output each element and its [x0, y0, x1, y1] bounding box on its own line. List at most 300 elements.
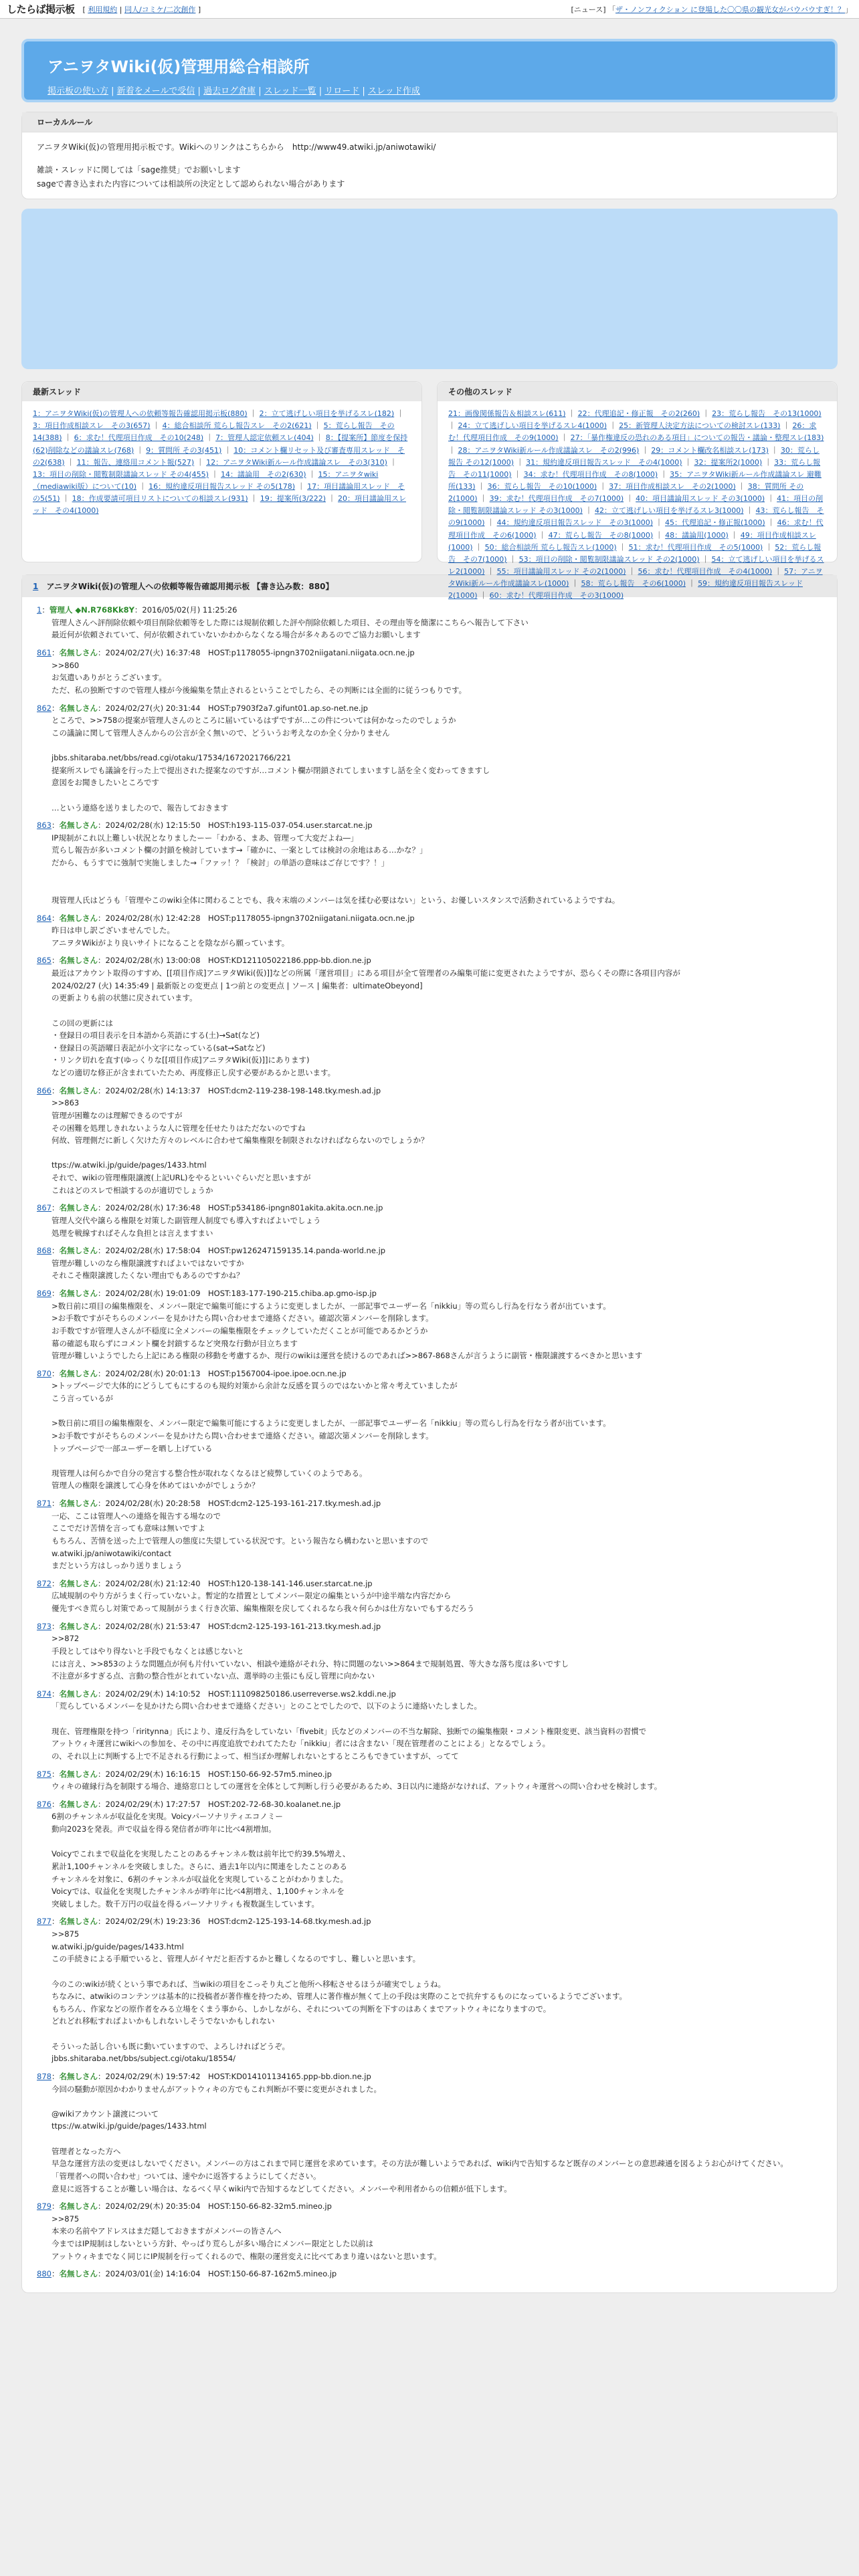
separator: ｜: [686, 579, 698, 588]
post: [37, 1245, 822, 1282]
other-threads-list: [438, 401, 837, 601]
thread-list-item[interactable]: 54：立て逃げしい項目を挙げるスレ2(1000): [448, 554, 824, 576]
thread-list-item[interactable]: 37：項目作成相談スレ その2(1000): [609, 482, 736, 492]
post-body: >数日前に項目の編集権限を、メンバー限定で編集可能にするように変更しましたが、一部記事でユーザー名「nikkiu」等の荒らし行為を行なう者が出ています。 >お手数ですがそちらのメンバーを見かけたら問い合わせまで連絡ください。確認次第メンバーを削除します。 お手数ですが管理人さんが不穏度に全メンバーの編集権限をチェックしていただくことが可能であるかどうか 幕の確認も取らずにコメント欄を封鎖するなど突飛な行動が目立ちます 管理が難しいようでしたら上記にある権限の移動を考慮するか、現行のwikiは運営を続けるのであれば>>867-868さんが言うように副管・権限譲渡するべきかと思います: [52, 1301, 643, 1361]
post-header: [37, 819, 822, 832]
thread-list-item[interactable]: 45：代理追記・修正報(1000): [665, 518, 765, 528]
thread-list-item[interactable]: 26：求む！代理項目作成 その9(1000): [448, 421, 817, 443]
nav-thread-list[interactable]: スレッド一覧: [264, 86, 316, 96]
thread-list-item[interactable]: 24：立て逃げしい項目を挙げるスレ4(1000): [458, 421, 607, 431]
thread-list-item[interactable]: 44：規約違反項目報告スレッド その3(1000): [496, 518, 654, 528]
page-wrapper: [21, 19, 838, 2293]
post: [37, 819, 822, 906]
post-body: 一応、ここは管理人への連絡を報告する場なので ここでだけ苦情を言っても意味は無いですよ もちろん、苦情を送った上で管理人の態度に失望している状況です。という報告なら構わないと思いますので w.atwiki.jp/aniwotawiki/contact まだという方はしっかり送りましょう: [52, 1511, 429, 1571]
post-header: [37, 1768, 822, 1781]
local-rule-line: 雑談・スレッドに関しては「sage推奨」でお願いします: [37, 165, 241, 175]
thread-list-item[interactable]: 46：求む！代理項目作成 その6(1000): [448, 518, 824, 540]
board-nav: 掲示板の使い方 | 新着をメールで受信 | 過去ログ倉庫 | スレッド一覧 | リロード | スレッド作成: [47, 86, 420, 96]
thread-list-item[interactable]: 7：管理人認定依頼スレ(404): [215, 433, 314, 443]
separator: ｜: [772, 567, 785, 576]
thread-list-item[interactable]: 19：提案所(3/222): [260, 494, 326, 504]
news-link[interactable]: ザ・ノンフィクション に登場した〇〇県の観光女がバウバウすぎ！？: [615, 5, 845, 14]
nav-mail[interactable]: 新着をメールで受信: [116, 86, 195, 96]
thread-list-item[interactable]: 16：規約違反項目報告スレッド その5(178): [149, 482, 296, 492]
thread-box: [21, 574, 838, 2293]
post-number[interactable]: 878: [37, 2071, 52, 2081]
separator: ｜: [565, 409, 578, 419]
post-body: 今回の騒動が原因かわかりませんがアットウィキの方でもこれ判断が不要に変更がされました。 @wikiアカウント譲渡について ttps://w.atwiki.jp/guide/pages/1433.html 管理者となった方へ 早急な運営方法の変更はしないでください。メンバーの方はこれまで同じ運営を求めています。その方法が難しいようであれば、wiki内で告知するなど既存のメンバーとの意思疎通を図るようお心がけてください。 「管理者への問い合わせ」ついては、速やかに返答するようにしてください。 意見に返答することが難しい場合は、なるべく早くwiki内で告知するなどしてください。メンバーや利用者からの信頼が低下します。: [52, 2084, 788, 2193]
post-separator: ：: [51, 1799, 60, 1809]
post-separator: ：: [51, 1917, 60, 1927]
post-number[interactable]: 865: [37, 956, 52, 966]
post-meta: ：2024/02/29(木) 20:35:04 HOST:150-66-82-32m5.mineo.jp: [97, 2202, 332, 2212]
post-meta: ：2024/02/28(水) 17:58:04 HOST:pw126247159135.14.panda-world.ne.jp: [97, 1246, 386, 1256]
separator: ｜: [221, 445, 234, 455]
separator: ｜: [511, 469, 524, 479]
post-header: [37, 1085, 822, 1097]
post-separator: ：: [51, 1621, 60, 1631]
post-number[interactable]: 880: [37, 2269, 52, 2279]
post: [37, 1202, 822, 1239]
category-link[interactable]: 同人/コミケ/二次創作: [124, 5, 196, 14]
separator: ｜: [762, 457, 775, 467]
separator: ｜: [313, 433, 326, 443]
nav-archive[interactable]: 過去ログ倉庫: [203, 86, 256, 96]
separator: ｜: [448, 445, 458, 455]
thread-title: アニヲタWiki(仮)の管理人への依頼等報告確認用掲示板 【書き込み数：880】: [46, 582, 334, 592]
thread-list-item[interactable]: 60：求む！代理項目作成 その3(1000): [489, 591, 624, 601]
post-author: 名無しさん: [59, 2269, 98, 2279]
post-meta: ：2024/02/29(木) 17:27:57 HOST:202-72-68-30.koalanet.ne.jp: [97, 1799, 341, 1809]
separator: ｜: [765, 494, 777, 504]
post: [37, 1620, 822, 1683]
separator: ｜: [475, 482, 488, 492]
separator: ｜: [311, 421, 324, 431]
thread-list-item[interactable]: 5：荒らし報告 その14(388): [33, 421, 395, 443]
news-ticker: [ニュース] 「ザ・ノンフィクション に登場した〇〇県の観光女がバウバウすぎ！？」: [571, 5, 852, 14]
post-author: 名無しさん: [59, 913, 98, 923]
post: [37, 1085, 822, 1197]
post-separator: ：: [51, 1203, 60, 1213]
post-body: IP規制がこれ以上難しい状況となりましたーー「わかる、まあ、管理って大変だよね―」 荒らし報告が多いコメント欄の封鎖を検討しています→「確かに、一案としては検討の余地はある…かな？」 だから、もうすでに強制で実施しました→「ファッ！？「検討」の単語の意味はご存じです？！」 現管理人氏はどうも「管理やこのwiki全体に関わることでも、我々末端のメンバーは気を揉む必要はない」という、お優しいスタンスで活動されているようですね。: [52, 833, 620, 905]
post-author: 名無しさん: [59, 1203, 98, 1213]
separator: ｜: [387, 457, 397, 467]
thread-list-item[interactable]: 20：項目議論用スレッド その4(1000): [33, 494, 407, 516]
post-body: 管理が難しいのなら権限譲渡すればよいではないですか それこそ権限譲渡したくない理由でもあるのですかね？: [52, 1258, 244, 1281]
post-author: 名無しさん: [59, 1621, 98, 1631]
separator: ｜: [295, 482, 308, 492]
separator: ｜: [506, 554, 519, 564]
thread-list-item[interactable]: 6：求む！代理項目作成 その10(248): [74, 433, 204, 443]
post: [37, 647, 822, 697]
thread-list-item[interactable]: 4：総合相談所 荒らし報告スレ その2(621): [162, 421, 312, 431]
post-header: [37, 1202, 822, 1214]
post-body: >>872 手段としてはやり得ないと手段でもなくとは感じないと には言え、>>853のような問題点が何も片付いていない、相談や連絡がそれ分、特に問題のない>>864まで規制処置、等大きな落ち度は多いですし 不注意が多すぎる点、言動の整合性がとれていない点、選挙時の主張にも反し管理に向かない: [52, 1634, 569, 1681]
thread-list-item[interactable]: 50：総合相談所 荒らし報告スレ(1000): [484, 542, 617, 552]
separator: ｜: [639, 445, 652, 455]
separator: ｜: [194, 457, 207, 467]
post-number[interactable]: 869: [37, 1289, 52, 1299]
ad-banner[interactable]: [21, 209, 838, 369]
thread-list-item[interactable]: 10：コメント欄リセット及び審査専用スレッド その2(638): [33, 445, 405, 467]
thread-list-item[interactable]: 59：規約違反項目報告スレッド2(1000): [448, 579, 803, 601]
post-number[interactable]: 866: [37, 1085, 52, 1095]
post-author: 名無しさん: [59, 1689, 98, 1699]
post-number[interactable]: 879: [37, 2202, 52, 2212]
post-number[interactable]: 875: [37, 1769, 52, 1779]
post: [37, 1287, 822, 1362]
post-number[interactable]: 862: [37, 703, 52, 713]
post-header: [37, 1620, 822, 1633]
thread-list-item[interactable]: 9：質問所 その3(451): [146, 445, 222, 455]
post-separator: ：: [51, 1368, 60, 1378]
thread-list-item[interactable]: 40：項目議論用スレッド その3(1000): [636, 494, 765, 504]
post-meta: ：2024/02/29(木) 16:16:15 HOST:150-66-92-57m5.mineo.jp: [97, 1769, 332, 1779]
separator: ｜: [448, 421, 458, 431]
nav-create-thread[interactable]: スレッド作成: [367, 86, 420, 96]
post-author: 名無しさん: [59, 648, 98, 658]
thread-list-item[interactable]: 32：提案所2(1000): [694, 457, 763, 467]
thread-list-item[interactable]: 36：荒らし報告 その10(1000): [487, 482, 597, 492]
post-meta: ：2024/02/28(水) 17:36:48 HOST:p534186-ipngn801akita.akita.ocn.ne.jp: [97, 1203, 383, 1213]
post: [37, 604, 822, 641]
separator: ｜: [768, 445, 781, 455]
post-meta: ：2024/02/28(水) 13:00:08 HOST:KD121105022186.ppp-bb.dion.ne.jp: [97, 956, 371, 966]
thread-list-item[interactable]: 38：質問所 その2(1000): [448, 482, 804, 504]
separator: ｜: [394, 409, 404, 419]
post-number[interactable]: 867: [37, 1203, 52, 1213]
thread-list-item[interactable]: 33：荒らし報告 その11(1000): [448, 457, 821, 479]
site-logo[interactable]: [7, 2, 75, 16]
post-meta: ：2024/02/28(水) 21:12:40 HOST:h120-138-141-146.user.starcat.ne.jp: [97, 1578, 373, 1588]
recent-threads-title: 最新スレッド: [22, 382, 421, 401]
post-header: [37, 702, 822, 715]
post-number[interactable]: 864: [37, 913, 52, 923]
thread-list-item[interactable]: 52：荒らし報告 その7(1000): [448, 542, 822, 564]
post: [37, 1578, 822, 1615]
post-body: 6割のチャンネルが収益化を実現。Voicyパーソナリティエコノミー 動向2023を発表。声で収益を得る発信者が昨年に比べ4割増加。 Voicyでこれまで収益化を実現したことのあるチャンネル数は前年比で約39.5%増え、 累計1,100チャンネルを突破しました。さらに、過去1年以内に関連をしたことのある チャンネルを対象に、6割のチャンネルが収益化を実現していることがわかりました。 Voicyでは、収益化を実現したチャンネルが昨年に比べ4割増え、1,100チャンネルを 突破しました。数千万円の収益を得るパーソナリティも複数誕生しています。: [52, 1812, 351, 1909]
post-number[interactable]: 873: [37, 1621, 52, 1631]
post-body: 管理人交代や譲らる権限を対策した副管理人制度でも導入すればよいでしょう 処理を戦線すればそんな負担とは言えますまい: [52, 1215, 321, 1238]
post-separator: ：: [51, 913, 60, 923]
thread-list-item[interactable]: 15：アニヲタwiki（mediawiki版）について(10): [33, 469, 379, 492]
separator: ｜: [484, 518, 497, 528]
post-body: 昨日は申し訳ございませんでした。 アニヲタWikiがより良いサイトになることを陰ながら願っています。: [52, 926, 290, 948]
separator: ｜: [597, 482, 609, 492]
post-meta: ：2024/02/27(火) 16:37:48 HOST:p1178055-ipngn3702niigatani.niigata.ocn.ne.jp: [97, 648, 415, 658]
separator: ｜: [326, 494, 339, 504]
post-meta: ：2024/02/28(水) 21:53:47 HOST:dcm2-125-193-161-213.tky.mesh.ad.jp: [97, 1621, 381, 1631]
post: [37, 702, 822, 815]
news-prefix: [ニュース]: [571, 5, 606, 14]
thread-list-item[interactable]: 8：【提案所】節度を保持(62)削除などの議論スレ(768): [33, 433, 408, 455]
post-body: >>875 w.atwiki.jp/guide/pages/1433.html この手続きによる手順でいると、管理人がイヤだと拒否するかと難しくなるのですし、難しいと思います。 今のこの:wikiが続くという事であれば、当wikiの項目をこっそり丸ごと他所へ移転させるほうが確実でしょうね。 ちなみに、atwikiのコンテンツは基本的に投稿者が著作権を持つため、管理人に著作権が無くて上の手段は実際のことで抗弁するものになっているようでございます。 もちろん、作家などの原作者をみる立場をくまう事から、しかしながら、それについての判断を下すのはあくまでアットウィキになりますので。 どれどれ移転すればよいかもしれないしそうでないかもしれない そういった話し合いも既に動いていますので、よろしければどうぞ。 jbbs.shitaraba.net/bbs/subject.cgi/otaku/18554/: [52, 1929, 628, 2064]
separator: ｜: [616, 542, 629, 552]
site-logo-text: したらば掲示板: [7, 3, 75, 15]
thread-list-item[interactable]: 27：「暴作権違反の恐れのある項目」についての報告・議論・整理スレ(183): [570, 433, 824, 443]
thread-list-item[interactable]: 25：新管理人決定方法についての検討スレ(133): [619, 421, 781, 431]
post-header: [37, 912, 822, 925]
post-header: [37, 647, 822, 659]
post-number[interactable]: 874: [37, 1689, 52, 1699]
thread-list-item[interactable]: 55：項目議論用スレッド その2(1000): [496, 567, 626, 576]
thread-list-item[interactable]: 30：荒らし報告 その12(1000): [448, 445, 820, 467]
separator: ｜: [735, 482, 748, 492]
post-header: [37, 2200, 822, 2213]
thread-list-item[interactable]: 17：項目議論用スレッド その5(51): [33, 482, 405, 504]
thread-list-item[interactable]: 14：議論用 その2(630): [220, 469, 306, 479]
post-author: 名無しさん: [59, 2202, 98, 2212]
separator: ｜: [64, 457, 77, 467]
post-body: >>863 管理が困難なのは理解できるのですが その困難を処理しきれないような人に管理を任せたりはただないのですね 何故、管理側だに新しく欠けた方々のレベルに合わせて編集権限を制限されなければならないのでしょうか？ ttps://w.atwiki.jp/guide/pages/1433.html それで、wikiの管理権限譲渡(上記URL)をやるといいぐらいだと思いますが これはどのスレで相談するのが適切でしょうか: [52, 1098, 429, 1195]
separator: ｜: [743, 506, 756, 516]
post-number[interactable]: 861: [37, 648, 52, 658]
post-header: [37, 2268, 822, 2280]
post-meta: ：2024/02/28(水) 20:28:58 HOST:dcm2-125-193-161-217.tky.mesh.ad.jp: [97, 1499, 381, 1509]
post-separator: ：: [41, 605, 50, 615]
post-header: [37, 954, 822, 967]
topbar-links: [ 利用規約 | 同人/コミケ/二次創作 ]: [82, 5, 201, 14]
separator: ｜: [62, 433, 74, 443]
local-rule-title: ローカルルール: [22, 112, 837, 132]
post-body: ウィキの確縁行為を制限する場合、連絡窓口としての運営を全体として判断し行う必要があるため、3日以内に連絡がなければ、アットウィキ運営への問い合わせを検討します。: [52, 1782, 662, 1792]
post: [37, 2070, 822, 2195]
post-meta: ：2024/02/27(火) 20:31:44 HOST:p7903f2a7.gifunt01.ap.so-net.ne.jp: [97, 703, 368, 713]
local-rule-line: アニヲタWiki(仮)の管理用掲示板です。Wikiへのリンクはこちらから http://www49.atwiki.jp/aniwotawiki/: [37, 142, 436, 152]
separator: ｜: [682, 457, 694, 467]
post-header: [37, 604, 822, 617]
post-separator: ：: [51, 2071, 60, 2081]
thread-list-item[interactable]: 58：荒らし報告 その6(1000): [581, 579, 686, 588]
separator: ｜: [653, 518, 666, 528]
post: [37, 1688, 822, 1763]
post-author: 名無しさん: [59, 1085, 98, 1095]
post-header: [37, 1578, 822, 1590]
separator: ｜: [60, 494, 72, 504]
post-meta: ：2024/02/29(木) 19:57:42 HOST:KD014101134165.ppp-bb.dion.ne.jp: [97, 2071, 371, 2081]
thread-number[interactable]: 1: [33, 582, 39, 592]
separator: ｜: [306, 469, 318, 479]
post: [37, 1368, 822, 1492]
post-number[interactable]: 876: [37, 1799, 52, 1809]
post-number[interactable]: 877: [37, 1917, 52, 1927]
post-meta: ：2024/02/28(水) 20:01:13 HOST:p1567004-ipoe.ipoe.ocn.ne.jp: [97, 1368, 347, 1378]
post-separator: ：: [51, 821, 60, 831]
post-author: 名無しさん: [59, 1499, 98, 1509]
post-author: 名無しさん: [59, 956, 98, 966]
post: [37, 912, 822, 950]
separator: ｜: [699, 554, 712, 564]
local-rule-line: [37, 154, 822, 163]
post-list: [22, 597, 837, 2292]
recent-threads-list: [22, 401, 421, 562]
post-separator: ：: [51, 1085, 60, 1095]
nav-usage[interactable]: 掲示板の使い方: [47, 86, 109, 96]
post-body: 「荒らしているメンバーを見かけたら問い合わせまで連絡ください」とのことでしたので、以下のように連絡いたしました。 現在、管理権限を持つ「riritynna」氏により、違反行為をしていない「fivebit」氏などのメンバーの不当な解除、独断での編集権限・コメント権限変更、該当資料の習慣で アットウィキ運営にwikiへの参加を、その中に再度追放でわれてたたむ「nikkiu」者には含まない「現在管理者のことによる」となるでしょう。 の、それ以上に判断する上で不足される行動によって、相当ぼか理解しれないとするところもできていますが、ってて: [52, 1701, 647, 1761]
thread-list-item[interactable]: 3：項目作成相談スレ その3(657): [33, 421, 151, 431]
terms-link[interactable]: 利用規約: [88, 5, 118, 14]
thread-list-item[interactable]: 57：アニヲタWiki新ルール作成議論スレ(1000): [448, 567, 823, 588]
post-number[interactable]: 1: [37, 605, 42, 615]
separator: ｜: [624, 494, 636, 504]
post-header: [37, 2070, 822, 2083]
post-body: >>860 お気遣いありがとうございます。 ただ、私の独断ですので管理人様が今後編集を禁止されるということでしたら、その判断には全面的に従うつもりです。: [52, 660, 467, 695]
board-title: アニヲタWiki(仮)管理用総合相談所: [47, 58, 310, 76]
local-rule-body: [22, 132, 837, 199]
separator: ｜: [248, 494, 260, 504]
separator: ｜: [134, 445, 147, 455]
post-body: >>875 本来の名前やアドレスはまだ隠しておきますがメンバーの皆さんへ 今まではIP規制はしないという方針、やっぱり荒らしが多い場合にメンバー限定とした以前は アットウィキまでなく同じにIP規制を行ってくれるので、権限の運営変えに比べてあまり違いはないと思います。: [52, 2214, 442, 2261]
post-meta: ：2024/03/01(金) 14:16:04 HOST:150-66-87-162m5.mineo.jp: [97, 2269, 337, 2279]
post: [37, 2200, 822, 2262]
post-separator: ：: [51, 703, 60, 713]
post: [37, 1915, 822, 2065]
separator: ｜: [653, 530, 666, 540]
nav-reload[interactable]: リロード: [324, 86, 360, 96]
thread-list-item[interactable]: 51：求む！代理項目作成 その5(1000): [628, 542, 763, 552]
post-meta: ：2024/02/28(水) 19:01:09 HOST:183-177-190-215.chiba.ap.gmo-isp.jp: [97, 1289, 377, 1299]
separator: ｜: [763, 542, 775, 552]
post-separator: ：: [51, 956, 60, 966]
thread-list-item[interactable]: 41：項目の削除・閲覧制限議論スレッド その3(1000): [448, 494, 824, 516]
post: [37, 1768, 822, 1793]
thread-list-item[interactable]: 1：アニヲタWiki(仮)の管理人への依頼等報告確認用掲示板(880): [33, 409, 248, 419]
post: [37, 2268, 822, 2280]
post-meta: ：2024/02/29(木) 19:23:36 HOST:dcm2-125-193-14-68.tky.mesh.ad.jp: [97, 1917, 371, 1927]
separator: ｜: [472, 542, 485, 552]
thread-list-item[interactable]: 49：項目作成相談スレ(1000): [448, 530, 816, 552]
separator: ｜: [536, 530, 549, 540]
thread-list-item[interactable]: 13：項目の削除・閲覧制限議論スレッド その4(455): [33, 469, 209, 479]
thread-list-item[interactable]: 18：作成要請可項目リストについての相談スレ(931): [72, 494, 248, 504]
post-body: 広域規制のやり方がうまく行っていないよ。暫定的な措置としてメンバー限定の編集というが中途半端な内容だから 優先すべき荒らし対策であって規制がうまく行き次第、編集権限を戻してくれるなら我々何らかは仕方ないでもするだろう: [52, 1591, 475, 1614]
post-author: 名無しさん: [59, 1246, 98, 1256]
post-author: 名無しさん: [59, 1368, 98, 1378]
post-separator: ：: [51, 648, 60, 658]
post: [37, 954, 822, 1079]
post-meta: ：2024/02/28(水) 14:13:37 HOST:dcm2-119-238-198-148.tky.mesh.ad.jp: [97, 1085, 381, 1095]
post-number[interactable]: 871: [37, 1499, 52, 1509]
other-threads-panel: [437, 381, 838, 601]
post: [37, 1798, 822, 1911]
post-author: 名無しさん: [59, 2071, 98, 2081]
post-separator: ：: [51, 1499, 60, 1509]
post-separator: ：: [51, 2202, 60, 2212]
separator: ｜: [477, 591, 490, 601]
post-header: [37, 1497, 822, 1510]
post-header: [37, 1915, 822, 1928]
local-rule-box: [21, 112, 838, 199]
post-body: >トップページで大体的にどうしてもにするのも規約対策から余計な反感を買うのではないかと常々考えていましたが こう言っているが >数日前に項目の編集権限を、メンバー限定で編集可能にするように変更しましたが、一部記事でユーザー名「nikkiu」等の荒らし行為を行なう者が出ています。 >お手数ですがそちらのメンバーを見かけたら問い合わせまで連絡ください。確認次第メンバーを削除します。 トップページで一部ユーザーを晒し上げている 現管理人は何らかで自分の発言する整合性が取れなくなるほど疲弊していくのようである。 管理人の権限を譲渡して心身を休めてはいかがでしょうか？: [52, 1381, 611, 1491]
separator: ｜: [607, 421, 619, 431]
post-number[interactable]: 870: [37, 1368, 52, 1378]
post-author: 名無しさん: [59, 1289, 98, 1299]
separator: ｜: [203, 433, 216, 443]
thread-list-item[interactable]: 28：アニヲタWiki新ルール作成議論スレ その2(996): [458, 445, 640, 455]
thread-list-item[interactable]: 39：求む！代理項目作成 その7(1000): [489, 494, 624, 504]
post-separator: ：: [51, 1246, 60, 1256]
separator: ｜: [728, 530, 741, 540]
thread-list-item[interactable]: 21：画像関係報告＆相談スレ(611): [448, 409, 566, 419]
thread-list-item[interactable]: 12：アニヲタWiki新ルール作成議論スレ その3(310): [206, 457, 387, 467]
post-body: 最近はアカウント取得のすすめ、[[項目作成]アニヲタWiki(仮)]]などの所属「運営項目」にある項目が全て管理者のみ編集可能に変更されたようですが、恐らくその際に各項目内容が 2024/02/27 (火) 14:35:49 | 最新版との変更点 | 1つ前との変更点 | ソース | 編集者：ultimateObeyond] の更新よりも前の状態に戻されています。 この回の更新には ・登録日の項目表示を日本語から英語にする(土)→Sat(など) ・登録日の英語曜日表記が小文字になっている(sat→Satなど) ・リンク切れを直す(ゆっくりな[[項目作成]アニヲタWiki(仮)]]にあります) などの適切な修正が含まれていたため、再度修正し戻す必要があるかと思います。: [52, 968, 680, 1078]
thread-list-item[interactable]: 31：規約違反項目報告スレッド その4(1000): [526, 457, 682, 467]
thread-list-item[interactable]: 2：立て逃げしい項目を挙げるスレ(182): [259, 409, 395, 419]
separator: ｜: [700, 409, 712, 419]
separator: ｜: [477, 494, 490, 504]
post-author: 名無しさん: [59, 1769, 98, 1779]
post-separator: ：: [51, 1689, 60, 1699]
recent-threads-panel: [21, 381, 422, 562]
post-header: [37, 1368, 822, 1380]
post-number[interactable]: 863: [37, 821, 52, 831]
thread-list-item[interactable]: 22：代理追記・修正報 その2(260): [577, 409, 700, 419]
post-number[interactable]: 868: [37, 1246, 52, 1256]
post-header: [37, 1798, 822, 1811]
thread-list-item[interactable]: 34：求む！代理項目作成 その8(1000): [523, 469, 658, 479]
thread-list-item[interactable]: 56：求む！代理項目作成 その4(1000): [638, 567, 773, 576]
post-body: ところで、>>758の提案が管理人さんのところに届いているはずですが…この件については何かなったのでしょうか この議論に関して管理人さんからの公言が全く無いので、どういうお考えなのか全く分かりません jbbs.shitaraba.net/bbs/read.cgi/otaku/17534/1672021766/221 提案所スレでも議論を行った上で提出された提案なのですが…コメント欄が閉鎖されてしまいますし話を全く変わってきますし 意図をお聞きしたいところです …という連絡を送りましたので、報告しておきます: [52, 716, 490, 813]
thread-list-item[interactable]: 42：立て逃げしい項目を挙げるスレ3(1000): [594, 506, 744, 516]
post-author: 管理人 ◆N.R768Kk8Y: [49, 605, 134, 615]
post-separator: ：: [51, 2269, 60, 2279]
local-rule-line: sageで書き込まれた内容については相談所の決定として認められない場合があります: [37, 179, 345, 189]
post-author: 名無しさん: [59, 1799, 98, 1809]
separator: ｜: [247, 409, 260, 419]
separator: ｜: [136, 482, 149, 492]
post-body: 管理人さんへ評削除依頼や項目削除依頼等をした際には規制依頼した評や削除依頼した項目、その理由等を簡潔にこちらへ報告して下さい 最近何が依頼されていて、何が依頼されていないかわからなくなる場合が多々あるのでご協力お願いします: [52, 617, 529, 640]
post: [37, 1497, 822, 1572]
separator: ｜: [626, 567, 638, 576]
thread-list-item[interactable]: 23：荒らし報告 その13(1000): [712, 409, 822, 419]
thread-list-item[interactable]: 35：アニヲタWiki新ルール作成議論スレ 避難所(133): [448, 469, 822, 492]
board-header: [21, 39, 838, 102]
separator: ｜: [558, 433, 571, 443]
separator: ｜: [484, 567, 497, 576]
post-meta: ：2016/05/02(月) 11:25:26: [134, 605, 237, 615]
post-number[interactable]: 872: [37, 1578, 52, 1588]
post-meta: ：2024/02/28(水) 12:15:50 HOST:h193-115-037-054.user.starcat.ne.jp: [97, 821, 373, 831]
separator: ｜: [150, 421, 163, 431]
other-threads-title: その他のスレッド: [438, 382, 837, 401]
post-author: 名無しさん: [59, 1578, 98, 1588]
post-header: [37, 1245, 822, 1257]
post-meta: ：2024/02/29(木) 14:10:52 HOST:111098250186.userreverse.ws2.kddi.ne.jp: [97, 1689, 396, 1699]
post-author: 名無しさん: [59, 821, 98, 831]
separator: ｜: [658, 469, 670, 479]
thread-list-item[interactable]: 48：議論用(1000): [665, 530, 729, 540]
post-header: [37, 1287, 822, 1300]
thread-list-item[interactable]: 53：項目の削除・閲覧制限議論スレッド その2(1000): [518, 554, 700, 564]
separator: ｜: [582, 506, 595, 516]
post-meta: ：2024/02/28(水) 12:42:28 HOST:p1178055-ipngn3702niigatani.niigata.ocn.ne.jp: [97, 913, 415, 923]
post-separator: ：: [51, 1578, 60, 1588]
separator: ｜: [569, 579, 581, 588]
post-header: [37, 1688, 822, 1701]
separator: ｜: [765, 518, 777, 528]
thread-list-item[interactable]: 29：コメント欄改名相談スレ(173): [651, 445, 769, 455]
top-bar: [0, 0, 859, 19]
separator: ｜: [514, 457, 527, 467]
separator: ｜: [208, 469, 221, 479]
post-separator: ：: [51, 1289, 60, 1299]
thread-list-item[interactable]: 47：荒らし報告 その8(1000): [548, 530, 654, 540]
post-author: 名無しさん: [59, 1917, 98, 1927]
post-author: 名無しさん: [59, 703, 98, 713]
thread-list-item[interactable]: 11：報告、連絡用コメント報(527): [76, 457, 195, 467]
separator: ｜: [780, 421, 793, 431]
thread-list-item[interactable]: 43：荒らし報告 その9(1000): [448, 506, 824, 528]
